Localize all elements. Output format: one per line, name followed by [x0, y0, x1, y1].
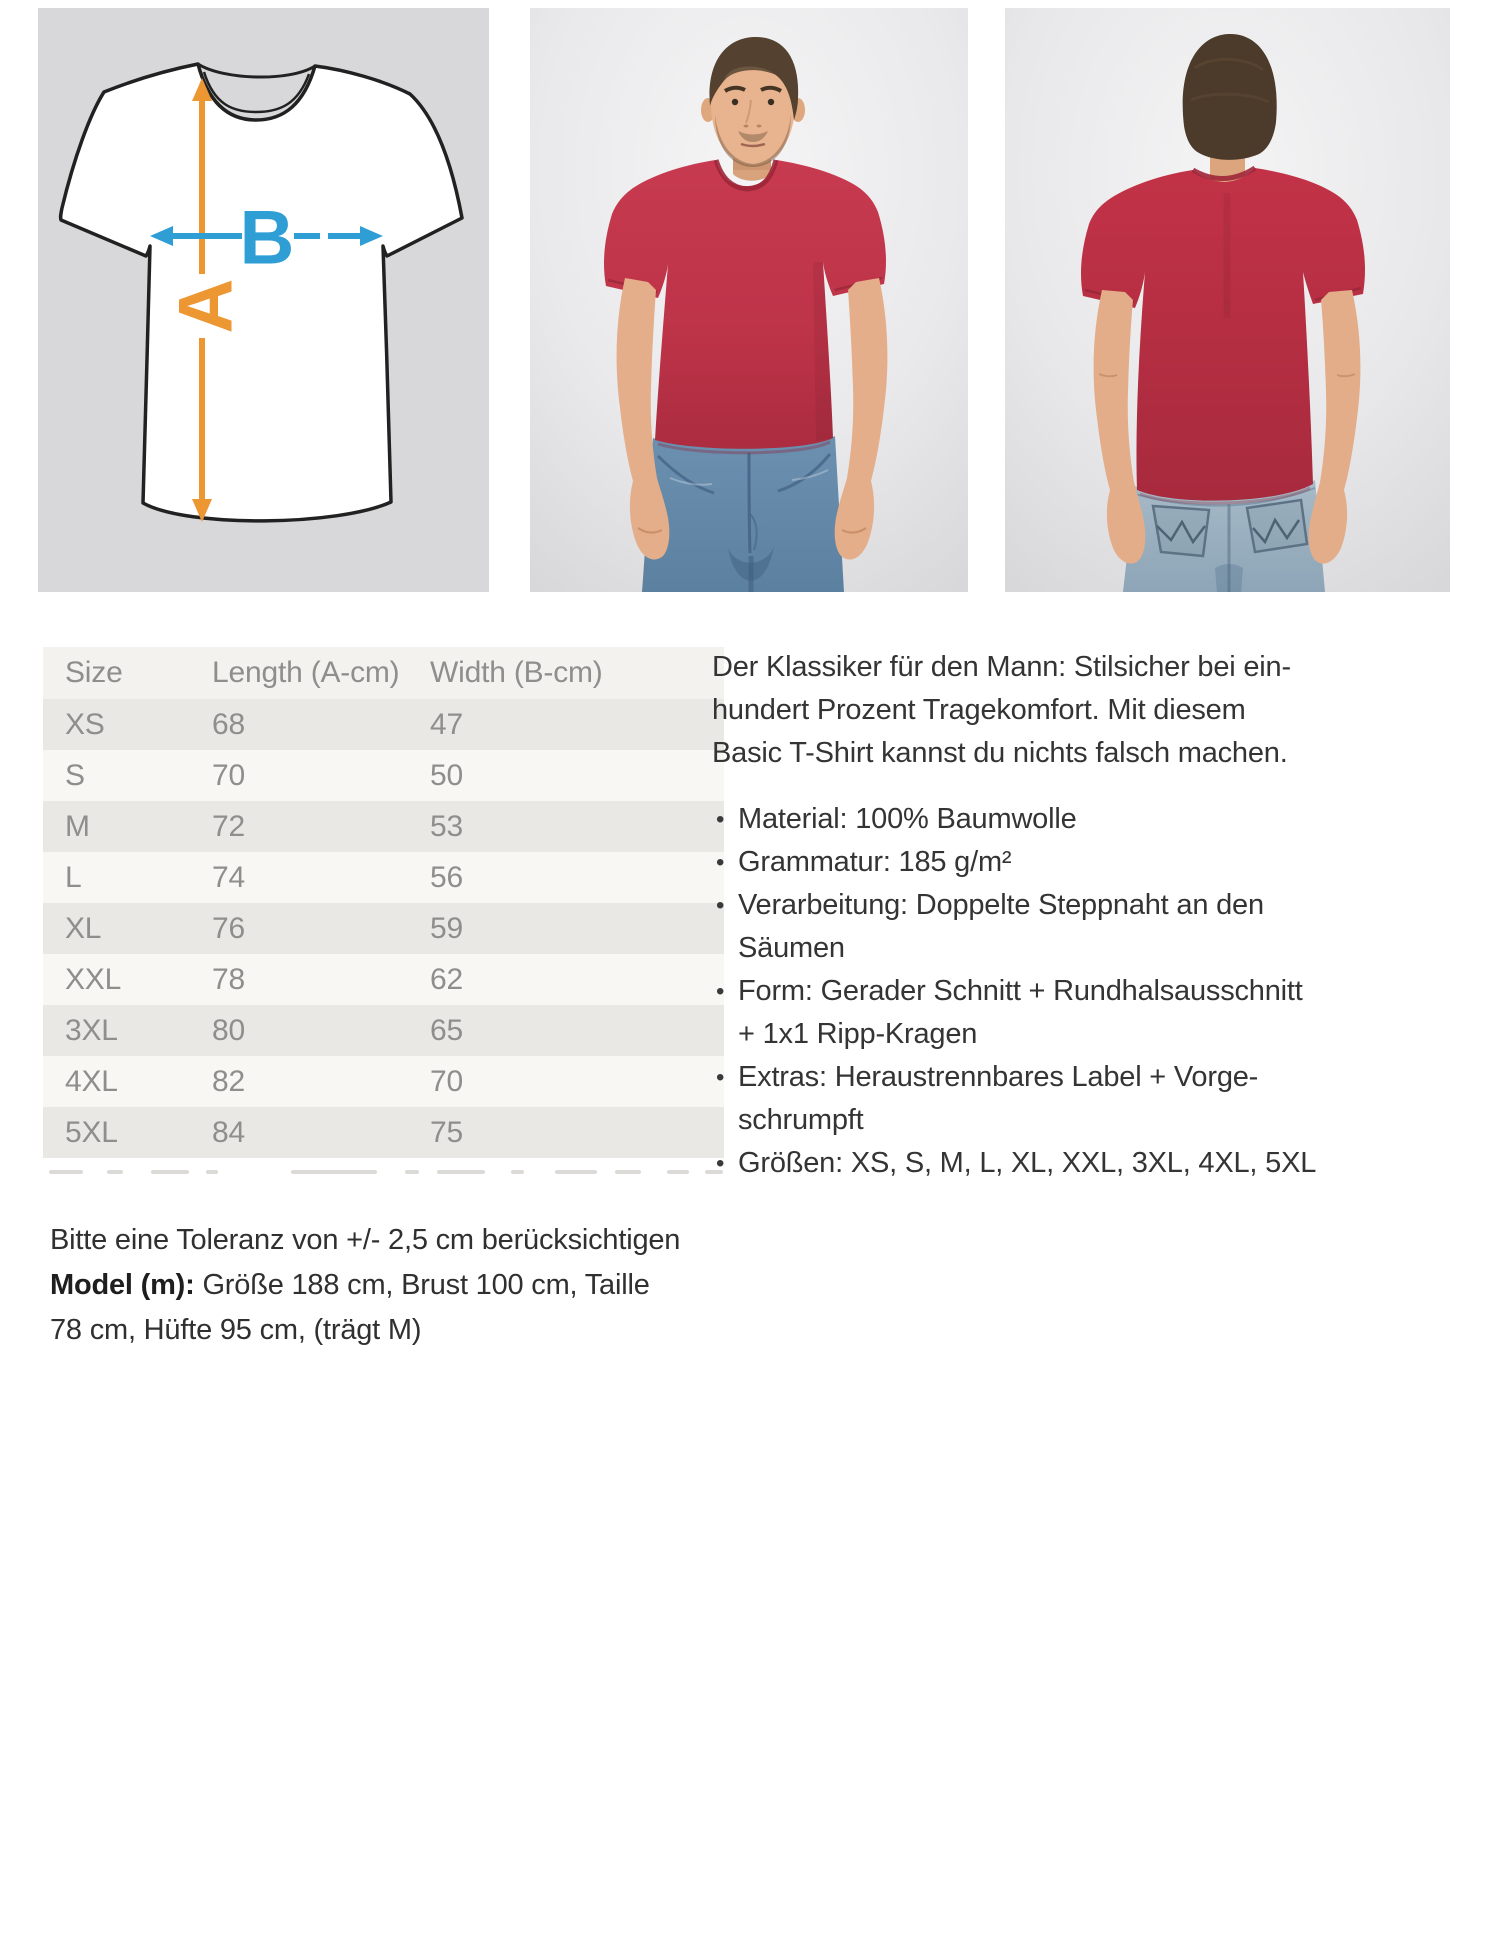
bullet-icon: • [716, 849, 725, 876]
product-description [712, 646, 1402, 1185]
table-row-4xl [43, 1056, 724, 1107]
model-measurements: Größe 188 cm, Brust 100 cm, Taille [202, 1269, 650, 1301]
model-info-line2: 78 cm, Hüfte 95 cm, (trägt M) [50, 1314, 422, 1346]
size-value: 3XL [65, 1013, 118, 1047]
length-value: 72 [212, 809, 245, 843]
width-value: 56 [430, 860, 463, 894]
width-value: 50 [430, 758, 463, 792]
table-row-l [43, 852, 724, 903]
table-row-5xl [43, 1107, 724, 1158]
width-value: 53 [430, 809, 463, 843]
size-value: XL [65, 911, 102, 945]
table-crop-artifact [43, 1168, 724, 1176]
product-photo-front [530, 8, 968, 592]
width-value: 70 [430, 1064, 463, 1098]
width-value: 62 [430, 962, 463, 996]
width-value: 59 [430, 911, 463, 945]
size-table-header [43, 647, 724, 699]
bullet-icon: • [716, 1150, 725, 1177]
feature-verarbeitung: • Verarbeitung: Doppelte Steppnaht an den Säumen [712, 884, 1402, 970]
length-value: 84 [212, 1115, 245, 1149]
model-info-line1 [50, 1263, 710, 1308]
length-value: 78 [212, 962, 245, 996]
length-value: 76 [212, 911, 245, 945]
measurement-label-a: A [163, 278, 249, 334]
jeans-front [642, 436, 844, 592]
width-value: 65 [430, 1013, 463, 1047]
product-photo-back [1005, 8, 1450, 592]
col-header-length: Length (A-cm) [212, 656, 400, 689]
length-value: 82 [212, 1064, 245, 1098]
width-value: 47 [430, 707, 463, 741]
feature-list [712, 798, 1402, 1185]
bullet-icon: • [716, 806, 725, 833]
length-value: 68 [212, 707, 245, 741]
size-value: S [65, 758, 85, 792]
measurement-notes [50, 1218, 710, 1353]
length-value: 80 [212, 1013, 245, 1047]
feature-groessen: • Größen: XS, S, M, L, XL, XXL, 3XL, 4XL, 5XL [712, 1142, 1402, 1185]
table-row-xl [43, 903, 724, 954]
table-cutoff-row [43, 1158, 724, 1168]
description-intro [712, 646, 1402, 775]
feature-form: • Form: Gerader Schnitt + Rundhalsausschnitt + 1x1 Ripp-Kragen [712, 970, 1402, 1056]
table-row-s [43, 750, 724, 801]
feature-material: • Material: 100% Baumwolle [712, 798, 1402, 841]
size-value: XS [65, 707, 105, 741]
intro-line: Der Klassiker für den Mann: Stilsicher bei ein- [712, 651, 1291, 683]
table-row-m [43, 801, 724, 852]
size-diagram-panel [38, 8, 489, 592]
length-value: 70 [212, 758, 245, 792]
tshirt-measurement-diagram [38, 8, 489, 592]
bullet-icon: • [716, 978, 725, 1005]
tolerance-note: Bitte eine Toleranz von +/- 2,5 cm berücksichtigen [50, 1224, 681, 1256]
size-value: M [65, 809, 90, 843]
measurement-label-b: B [239, 195, 295, 281]
size-value: 4XL [65, 1064, 118, 1098]
model-label: Model (m): [50, 1269, 195, 1301]
size-table [43, 647, 724, 1168]
width-value: 75 [430, 1115, 463, 1149]
intro-line: Basic T-Shirt kannst du nichts falsch machen. [712, 737, 1288, 769]
col-header-size: Size [65, 656, 123, 689]
model-back-photo [1005, 8, 1450, 592]
feature-grammatur: • Grammatur: 185 g/m² [712, 841, 1402, 884]
table-row-xxl [43, 954, 724, 1005]
table-row-3xl [43, 1005, 724, 1056]
bullet-icon: • [716, 1064, 725, 1091]
bullet-icon: • [716, 892, 725, 919]
size-value: 5XL [65, 1115, 118, 1149]
size-value: XXL [65, 962, 122, 996]
length-value: 74 [212, 860, 245, 894]
feature-extras: • Extras: Heraustrennbares Label + Vorge- schrumpft [712, 1056, 1402, 1142]
table-row-xs [43, 699, 724, 750]
model-hair-back [1183, 34, 1277, 160]
col-header-width: Width (B-cm) [430, 656, 603, 689]
model-front-photo [530, 8, 968, 592]
size-value: L [65, 860, 82, 894]
intro-line: hundert Prozent Tragekomfort. Mit diesem [712, 694, 1246, 726]
